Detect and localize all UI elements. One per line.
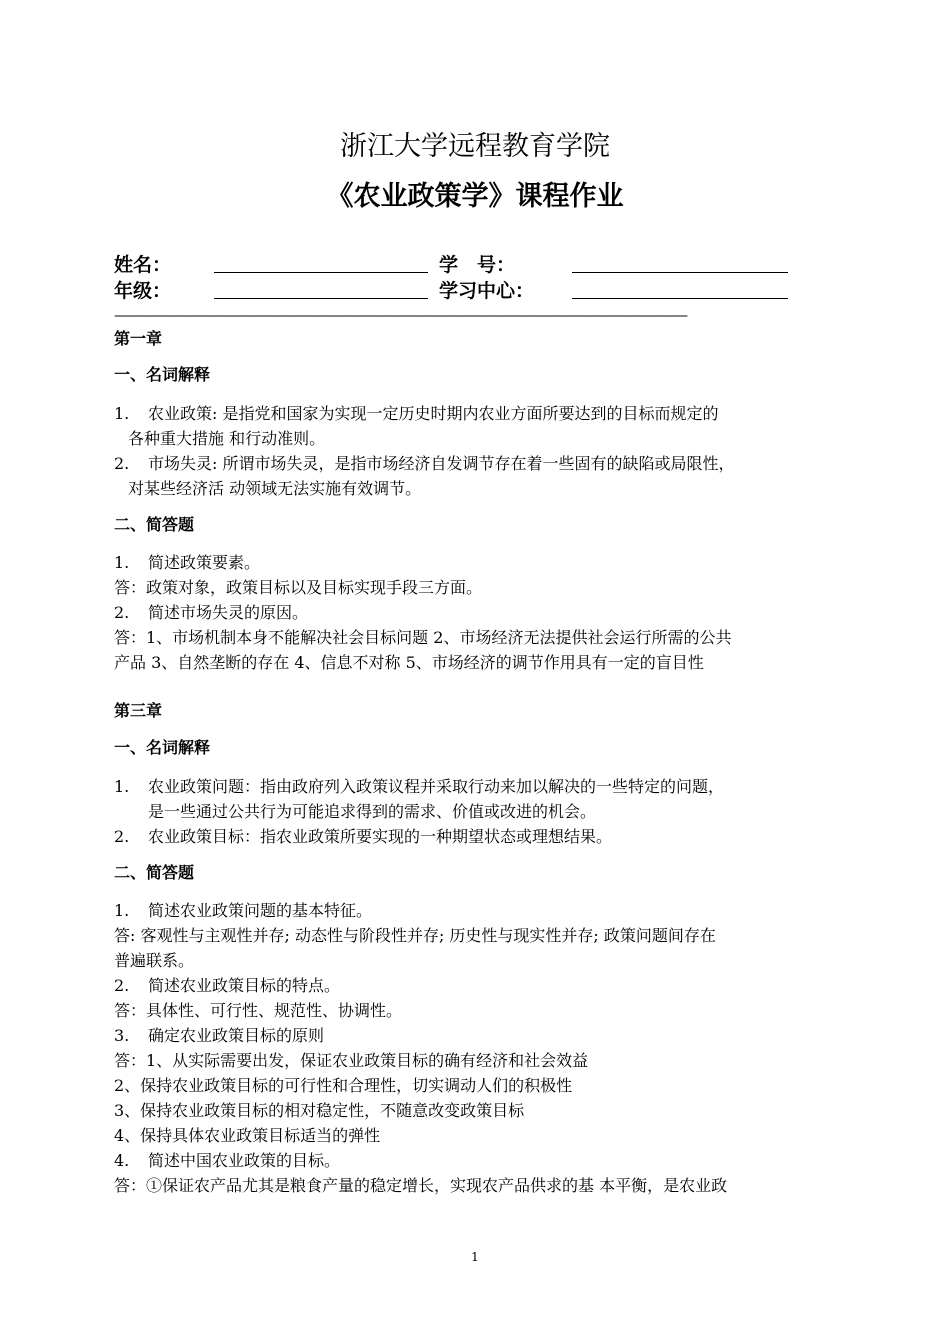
ch3-term-1	[114, 774, 838, 824]
ch1-short-answer-heading: 二、简答题	[114, 515, 195, 534]
name-field[interactable]	[214, 272, 428, 273]
ch3-short-answer-heading: 二、简答题	[114, 863, 195, 882]
answer-text: 答：政策对象，政策目标以及目标实现手段三方面。	[114, 578, 483, 597]
course-title: 《农业政策学》课程作业	[326, 181, 624, 212]
learning-center-label: 学习中心：	[439, 280, 535, 302]
answer-text: 答: 客观性与主观性并存; 动态性与阶段性并存; 历史性与现实性并存; 政策问题间存在	[114, 926, 716, 945]
question-text: 简述农业政策问题的基本特征。	[148, 901, 373, 920]
question-text: 确定农业政策目标的原则	[148, 1026, 325, 1045]
question-text: 简述市场失灵的原因。	[148, 603, 309, 622]
student-id-field[interactable]	[572, 272, 788, 273]
term-text: 市场失灵: 所谓市场失灵，是指市场经济自发调节存在着一些固有的缺陷或局限性，	[148, 454, 735, 473]
ch1-terms-heading: 一、名词解释	[114, 365, 211, 384]
answer-text: 答：具体性、可行性、规范性、协调性。	[114, 1001, 403, 1020]
learning-center-field[interactable]	[572, 298, 788, 299]
term-text-continued: 对某些经济活 动领域无法实施有效调节。	[128, 479, 422, 498]
term-text-continued: 各种重大措施 和行动准则。	[128, 429, 326, 448]
ch1-term-1	[114, 401, 838, 451]
ch3-qa	[114, 898, 838, 1198]
item-number: 2.	[114, 603, 130, 622]
answer-text: 2、保持农业政策目标的可行性和合理性，切实调动人们的积极性	[114, 1076, 573, 1095]
item-number: 1.	[114, 404, 130, 423]
answer-text: 4、保持具体农业政策目标适当的弹性	[114, 1126, 381, 1145]
answer-text-continued: 普遍联系。	[114, 951, 195, 970]
question-text: 简述政策要素。	[148, 553, 261, 572]
document-title: 浙江大学远程教育学院	[340, 131, 610, 162]
ch3-term-2	[114, 824, 838, 849]
item-number: 3.	[114, 1026, 130, 1045]
divider-line: ————————————————————————————————————————————	[114, 306, 686, 324]
chapter-1-title: 第一章	[114, 329, 163, 348]
page-number: 1	[471, 1250, 479, 1264]
item-number: 2.	[114, 454, 130, 473]
answer-text: 答：1、从实际需要出发，保证农业政策目标的确有经济和社会效益	[114, 1051, 589, 1070]
answer-text-continued: 产品 3、自然垄断的存在 4、信息不对称 5、市场经济的调节作用具有一定的盲目性	[114, 653, 704, 672]
ch1-qa	[114, 550, 838, 675]
chapter-3-title: 第三章	[114, 701, 163, 720]
term-text: 农业政策目标：指农业政策所要实现的一种期望状态或理想结果。	[148, 827, 613, 846]
ch1-term-2	[114, 451, 838, 501]
item-number: 4.	[114, 1151, 130, 1170]
grade-field[interactable]	[214, 298, 428, 299]
term-text-continued: 是一些通过公共行为可能追求得到的需求、价值或改进的机会。	[148, 802, 597, 821]
item-number: 1.	[114, 777, 130, 796]
term-text: 农业政策: 是指党和国家为实现一定历史时期内农业方面所要达到的目标而规定的	[148, 404, 719, 423]
student-id-label: 学 号：	[439, 254, 516, 276]
answer-text: 3、保持农业政策目标的相对稳定性，不随意改变政策目标	[114, 1101, 525, 1120]
ch3-terms-heading: 一、名词解释	[114, 738, 211, 757]
question-text: 简述农业政策目标的特点。	[148, 976, 341, 995]
name-label: 姓名：	[114, 254, 172, 276]
answer-text: 答：①保证农产品尤其是粮食产量的稳定增长，实现农产品供求的基 本平衡，是农业政	[114, 1176, 728, 1195]
item-number: 2.	[114, 827, 130, 846]
question-text: 简述中国农业政策的目标。	[148, 1151, 341, 1170]
answer-text: 答：1、市场机制本身不能解决社会目标问题 2、市场经济无法提供社会运行所需的公共	[114, 628, 732, 647]
grade-label: 年级：	[114, 280, 172, 302]
term-text: 农业政策问题：指由政府列入政策议程并采取行动来加以解决的一些特定的问题，	[148, 777, 725, 796]
item-number: 1.	[114, 553, 130, 572]
item-number: 1.	[114, 901, 130, 920]
item-number: 2.	[114, 976, 130, 995]
